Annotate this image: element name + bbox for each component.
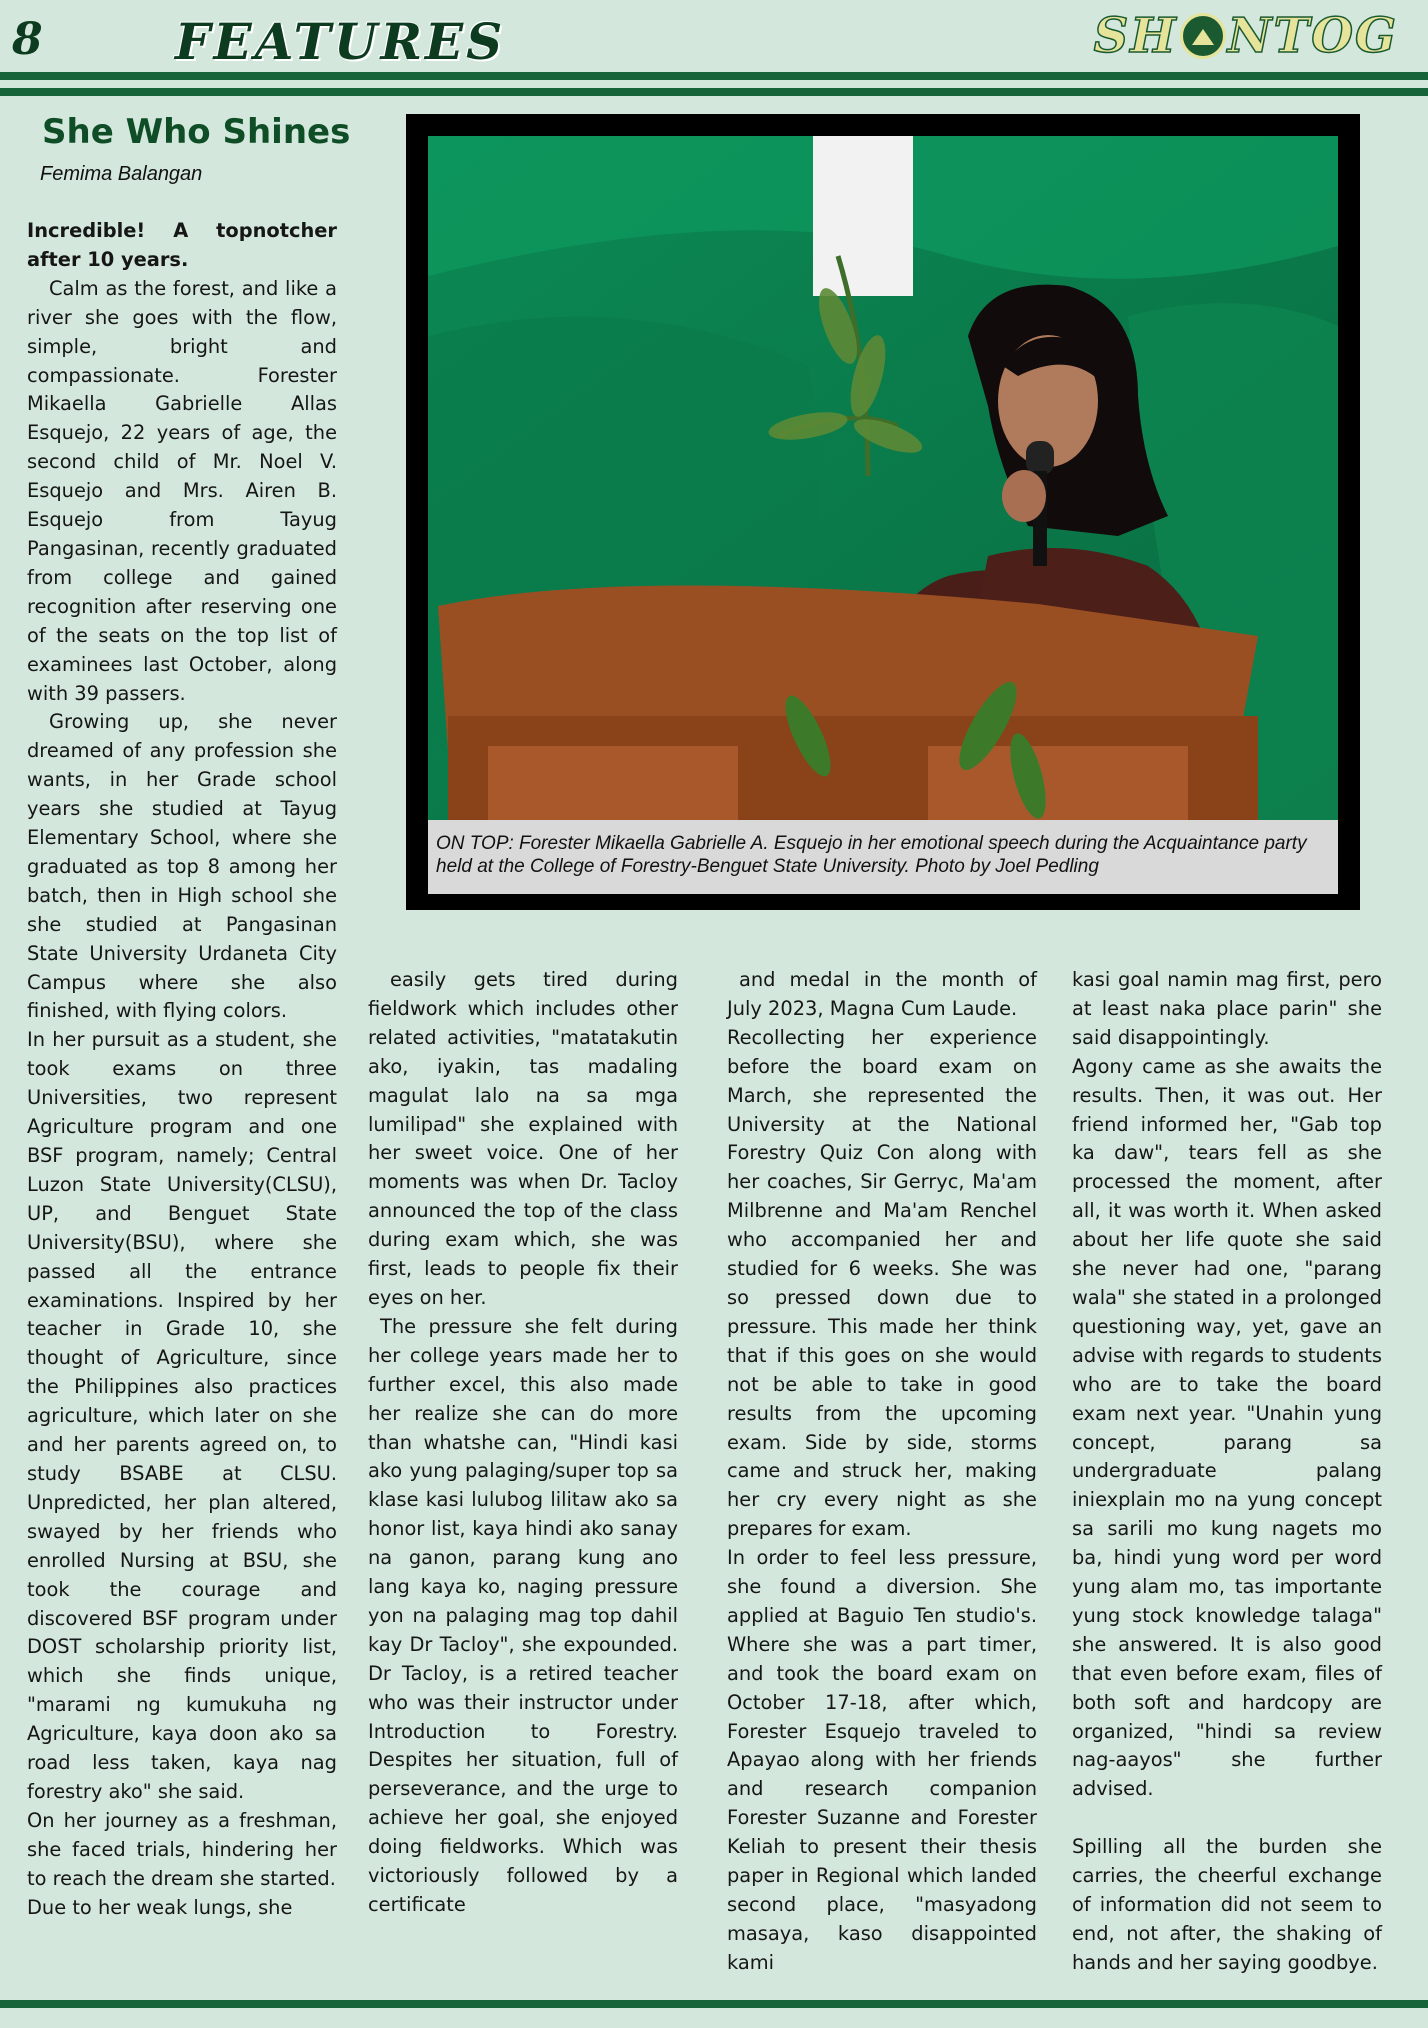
paragraph: Calm as the forest, and like a river she goes with the flow, simple, bright and compassionate. Forester Mikaella Gabrielle Allas Esquejo, 22 years of age, the second child of Mr. Noel V. Esquejo and Mrs. Airen B. Esquejo from Tayug Pangasinan, recently graduated from college and gained recognition after reserving one of the seats on the top list of examinees last October, along with 39 passers. [27,276,337,705]
speaker-illustration [428,136,1338,820]
article-title: She Who Shines [42,112,351,152]
article-column-1 [27,217,337,1922]
paragraph: Due to her weak lungs, she [27,1895,293,1919]
photo-frame [406,114,1360,910]
logo-text-left: SH [1093,8,1178,64]
photo-caption: ON TOP: Forester Mikaella Gabrielle A. Esquejo in her emotional speech during the Acquaintance party held at the College of Forestry-Benguet State University. Photo by Joel Pedling [436,833,1307,877]
paragraph: On her journey as a freshman, she faced trials, hindering her to reach the dream she started. [27,1808,337,1890]
paragraph: and medal in the month of July 2023, Magna Cum Laude. [727,968,1037,1020]
paragraph: Recollecting her experience before the board exam on March, she represented the University at the National Forestry Quiz Con along with her coaches, Sir Gerryc, Ma'am Milbrenne and Ma'am Renchel who accompanied her and studied for 6 weeks. She was so pressed down due to pressure. This made her think that if this goes on she would not be able to take in good results from the upcoming exam. Side by side, storms came and struck her, making her cry every night as she prepares for exam. [727,1025,1037,1541]
header-rule-bottom [0,88,1428,96]
paragraph: easily gets tired during fieldwork which includes other related activities, "matatakutin ako, iyakin, tas madaling magulat lalo na sa mga lumilipad" she explained with her sweet voice. One of her moments was when Dr. Tacloy announced the top of the class during exam which, she was first, leads to people fix their eyes on her. [368,968,678,1309]
paragraph: In order to feel less pressure, she found a diversion. She applied at Baguio Ten studio's. Where she was a part timer, and took the board exam on October 17-18, after which, Forester Esquejo traveled to Apayao along with her friends and research companion Forester Suzanne and Forester Keliah to present their thesis paper in Regional which landed second place, "masyadong masaya, kaso disappointed kami [727,1546,1037,1974]
paragraph: The pressure she felt during her college years made her to further excel, this also made her realize she can do more than whatshe can, "Hindi kasi ako yung palaging/super top sa klase kasi lulubog lilitaw ako sa honor list, kaya hindi ako sanay na ganon, parang kung ano lang kaya ko, naging pressure yon na palaging mag top dahil kay Dr Tacloy", she expounded. Dr Tacloy, is a retired teacher who was their instructor under Introduction to Forestry. Despites her situation, full of perseverance, and the urge to achieve her goal, she enjoyed doing fieldworks. Which was victoriously followed by a certificate [368,1314,678,1916]
logo-text-right: NTOG [1227,8,1398,64]
paragraph: Spilling all the burden she carries, the cheerful exchange of information did not seem to end, not after, the shaking of hands and her saying goodbye. [1072,1835,1382,1974]
section-title: FEATURES [175,12,506,71]
article-lead: Incredible! A topnotcher after 10 years. [27,219,337,271]
article-byline: Femima Balangan [40,163,203,185]
publication-logo [1094,8,1398,64]
article-column-3 [727,966,1037,1978]
article-column-4 [1072,966,1382,1978]
page-header [0,0,1428,100]
paragraph: Growing up, she never dreamed of any profession she wants, in her Grade school years she studied at Tayug Elementary School, where she graduated as top 8 among her batch, then in High school she she studied at Pangasinan State University Urdaneta City Campus where she also finished, with flying colors. [27,710,337,1023]
article-photo [428,136,1338,820]
article-column-2 [368,966,678,1920]
paragraph: Agony came as she awaits the results. Then, it was out. Her friend informed her, "Gab top ka daw", tears fell as she processed the moment, after all, it was worth it. When asked about her life quote she said she never had one, "parang wala" she stated in a prolonged questioning way, yet, gave an advise with regards to students who are to take the board exam next year. "Unahin yung concept, parang sa undergraduate palang iniexplain mo na yung concept sa sarili mo kung nagets mo ba, hindi yung word per word yung alam mo, tas importante yung stock knowledge talaga" she answered. It is also good that even before exam, files of both soft and hardcopy are organized, "hindi sa review nag-aayos" she further advised. [1072,1054,1382,1801]
paragraph: kasi goal namin mag first, pero at least naka place parin" she said disappointingly. [1072,968,1382,1049]
photo-caption-box [428,820,1338,894]
logo-emblem-icon [1180,13,1226,59]
page-number: 8 [12,14,43,65]
paragraph: In her pursuit as a student, she took exams on three Universities, two represent Agriculture program and one BSF program, namely; Central Luzon State University(CLSU), UP, and Benguet State University(BSU), where she passed all the entrance examinations. Inspired by her teacher in Grade 10, she thought of Agriculture, since the Philippines also practices agriculture, which later on she and her parents agreed on, to study BSABE at CLSU. Unpredicted, her plan altered, swayed by her friends who enrolled Nursing at BSU, she took the courage and discovered BSF program under DOST scholarship priority list, which she finds unique, "marami ng kumukuha ng Agriculture, kaya doon ako sa road less taken, kaya nag forestry ako" she said. [27,1028,337,1803]
header-rule-top [0,72,1428,80]
footer-rule [0,2000,1428,2008]
